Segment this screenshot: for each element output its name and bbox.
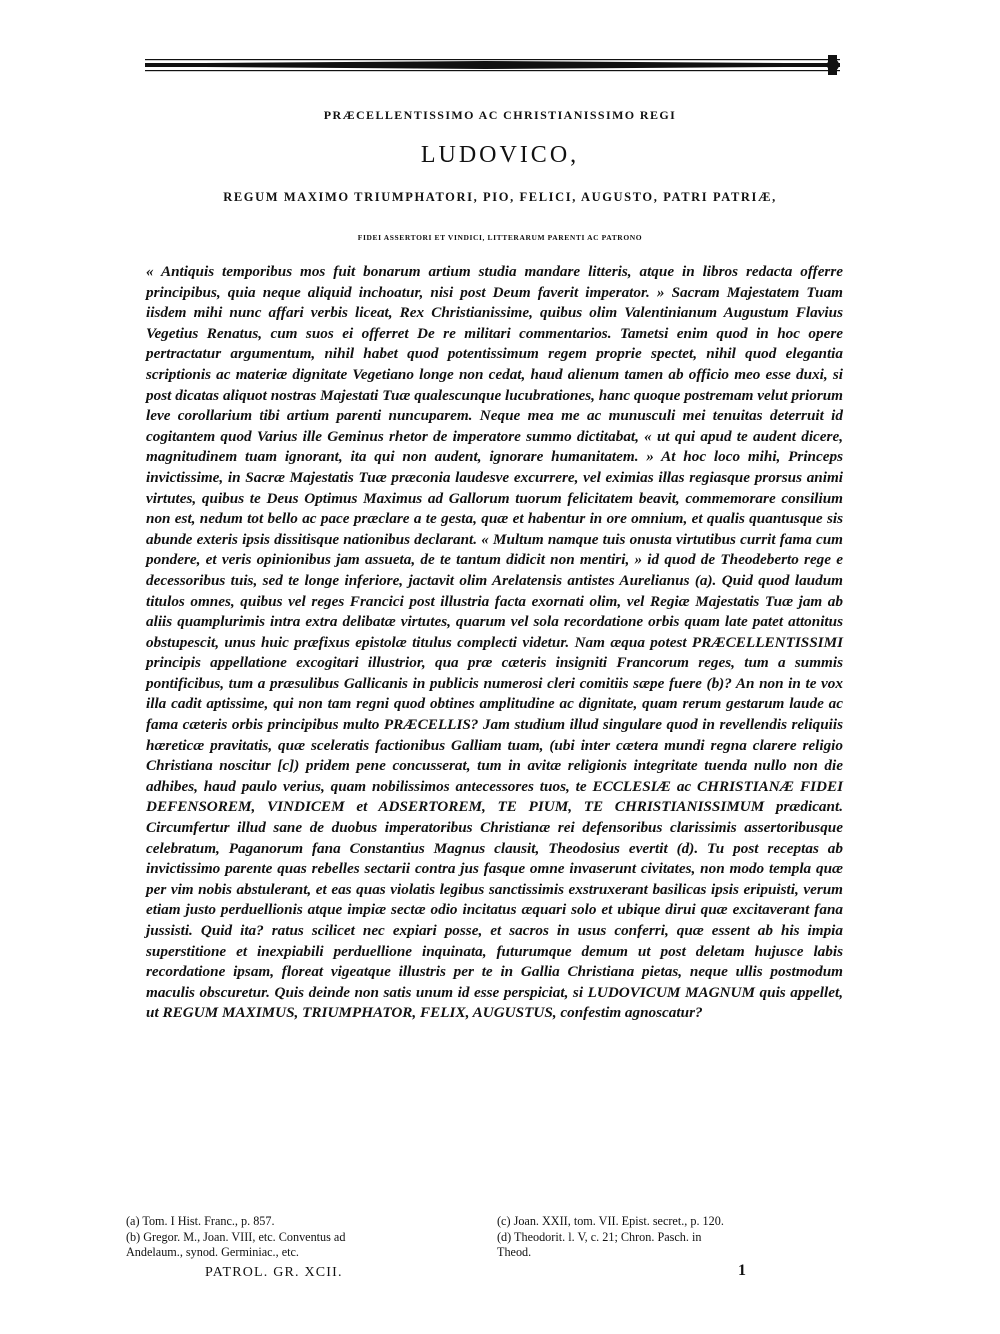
footnote-d: (d) Theodorit. l. V, c. 21; Chron. Pasch. in xyxy=(497,1229,702,1244)
body-paragraph: « Antiquis temporibus mos fuit bonarum artium studia mandare litteris, atque in libros redacta offerre principibus, quia neque aliquid inchoatur, nisi post Deum faverit imperator. » Sacram Majestatem Tuam iisdem mihi nunc affari verbis liceat, Rex Christianissime, quibus olim Valentinianum Augustum Flavius Vegetius Renatus, cum suos ei offerret De re militari commentarios. Tametsi enim quod in hoc opere pertractatur argumentum, nihil habet quod potentissimum regem proprie spectet, nihil quod elegantia scriptionis ac materiæ dignitate Vegetiano longe non cedat, haud alienum tamen ab officio meo esse duxi, si post dicatas aliquot nostras Majestati Tuæ qualescunque lucubrationes, hanc quoque postremam velut priorum leve corollarium tibi artium parenti nuncuparem. Neque mea me ac munusculi mei tenuitas deterruit id cogitantem quod Varius ille Geminus rhetor de imperatore summo dictitabat, « ut qui apud te audent dicere, magnitudinem tuam ignorant, ita qui non audent, ignorare humanitatem. » At hoc loco mihi, Princeps invictissime, in Sacræ Majestatis Tuæ præconia laudesve excurrere, vel eximias illas regiasque prorsus animi virtutes, quibus te Deus Optimus Maximus ad Gallorum tuorum felicitatem beavit, commemorare consilium non est, nedum tot bello ac pace præclare a te gesta, quæ et habentur in ore omnium, et qualis quantusque sis abunde exteris ipsis dissitisque nationibus declarant. « Multum namque tuis onusta virtutibus currit fama cum pondere, et veris opinionibus jam assueta, de te tantum didicit non mentiri, » id quod de Theodeberto rege e decessoribus tuis, sed te longe inferiore, jactavit olim Arelatensis antistes Aurelianus (a). Quid quod laudum titulos omnes, quibus vel reges Francici post illustria facta exornati olim, vel Regiæ Majestatis Tuæ jam ab aliis quamplurimis intra extra delibatæ virtutes, quarum vel sola recordatione orbis quam late patet attonitus obstupescit, unus huic præfixus epistolæ titulus complecti videtur. Nam æqua potest PRÆCELLENTISSIMI principis appellatione excogitari illustrior, qua præ cæteris insigniti Francorum reges, tum a summis pontificibus, tum a præsulibus Gallicanis in publicis numerosi cleri comitiis sæpe fuere (b)? An non in te vox illa cadit aptissime, qui non tam regni quod obtines amplitudine ac dignitate, quam rerum gestarum laude ac fama cæteris orbis principibus multo PRÆCELLIS? Jam studium illud singulare quod in revellendis reliquiis hæreticæ pravitatis, quæ sceleratis factionibus Galliam tuam, (ubi inter cætera mundi regna clarere religio Christiana noscitur [c]) pridem pene concusserat, tum in avitæ religionis integritate tuenda nullo non die adhibes, haud paulo verius, quam nobilissimos antecessores tuos, te ECCLESIÆ ac CHRISTIANÆ FIDEI DEFENSOREM, VINDICEM et ADSERTOREM, TE PIUM, TE CHRISTIANISSIMUM prædicant. Circumfertur illud sane de duobus imperatoribus Christianæ rei defensoribus clarissimis assertoribusque celebratum, Paganorum fana Constantius Magnus clausit, Theodosius evertit (d). Tu post receptas ab invictissimo parente quas rebelles sectarii contra jus fasque omne invaserunt civitates, non modo templa quæ per vim nobis abstulerant, et eas quas violatis legibus sanctissimis exstruxerant basilicas ipsis eripuisti, verum etiam justo perduellionis atque impiæ sectæ odio incitatus æquari solo et ubique dirui quæ excitaverant fana jussisti. Quid ita? ratus scilicet nec expiari posse, et sacros in usus conferri, quæ essent ab his impia superstitione et inexpiabili perduellione inquinata, futurumque demum ut post deletam hujusce labis recordatione ipsam, floreat vigeatque illustris per te in Gallia Christiana pietas, neque ullis postmodum maculis obscuretur. Quis deinde non satis unum id esse perspiciat, si LUDOVICUM MAGNUM quis appellet, ut REGUM MAXIMUS, TRIUMPHATOR, FELIX, AUGUSTUS, confestim agnoscatur? xyxy=(146,263,843,1022)
king-name-heading: LUDOVICO, xyxy=(420,142,580,168)
footnote-c: (c) Joan. XXII, tom. VII. Epist. secret., p. 120. xyxy=(497,1214,724,1228)
footnote-b: (b) Gregor. M., Joan. VIII, etc. Conventus ad xyxy=(126,1229,346,1244)
royal-titles-line: REGUM MAXIMO TRIUMPHATORI, PIO, FELICI, AUGUSTO, PATRI PATRIÆ, xyxy=(223,190,777,204)
dedication-body-text xyxy=(146,262,843,1024)
royal-subtitles-line: FIDEI ASSERTORI ET VINDICI, LITTERARUM PARENTI AC PATRONO xyxy=(357,233,643,242)
footnotes-right-column xyxy=(497,1214,843,1261)
page-number: 1 xyxy=(738,1262,746,1279)
footnote-d-continued: Theod. xyxy=(497,1245,532,1260)
printer-signature-mark: PATROL. GR. XCII. xyxy=(205,1265,343,1280)
footnotes-left-column xyxy=(126,1214,476,1261)
footnote-a: (a) Tom. I Hist. Franc., p. 857. xyxy=(126,1214,275,1228)
footnote-b-continued: Andelaum., synod. Germiniac., etc. xyxy=(126,1245,299,1260)
dedication-line: PRÆCELLENTISSIMO AC CHRISTIANISSIMO REGI xyxy=(323,108,677,122)
ornamental-rule-icon xyxy=(145,52,840,78)
